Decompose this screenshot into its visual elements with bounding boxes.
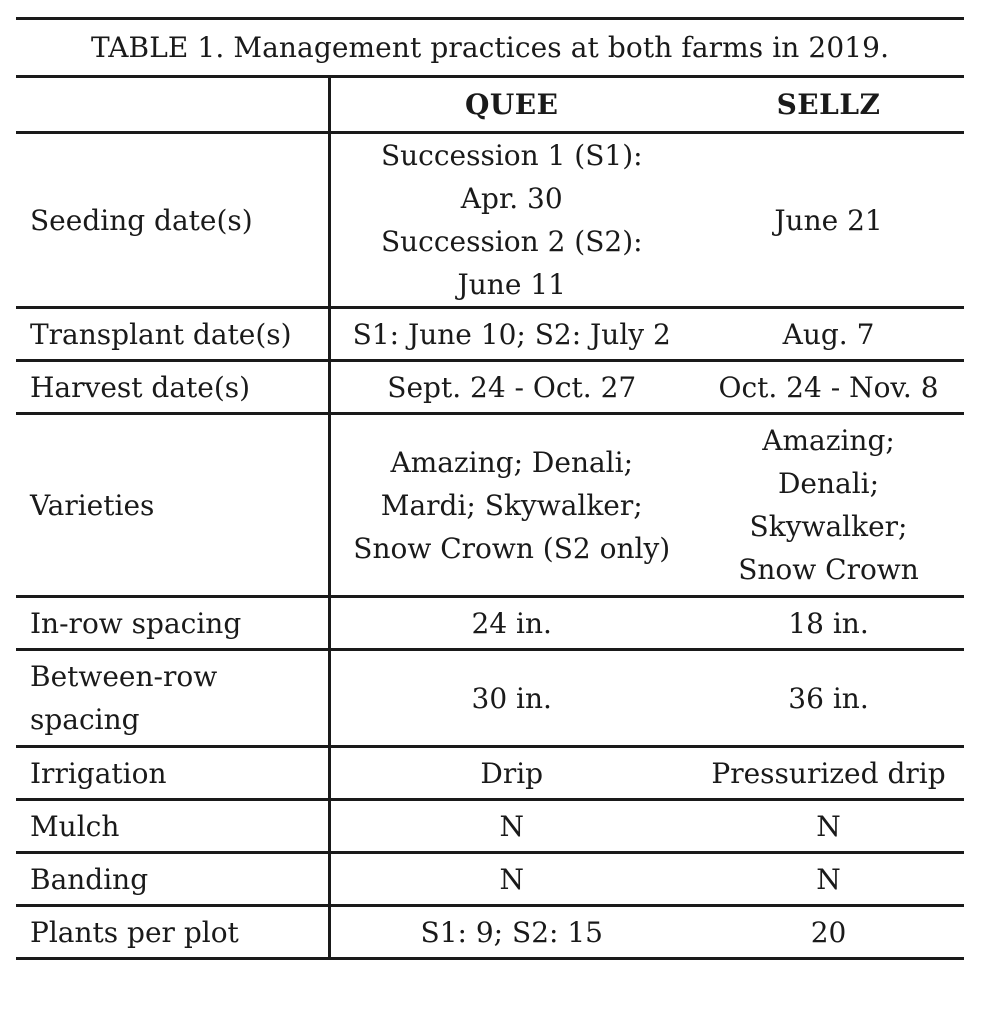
row-label-line: Mulch: [30, 809, 120, 843]
row-label-line: Irrigation: [30, 756, 167, 790]
quee-value-line: N: [499, 809, 524, 843]
row-label-line: Banding: [30, 862, 149, 896]
row-label-line: Seeding date(s): [30, 203, 253, 237]
table-row: [16, 800, 964, 853]
header-label-column: [16, 77, 329, 133]
sellz-value-line: N: [816, 809, 841, 843]
quee-value-line: 30 in.: [471, 681, 552, 715]
caption-row: [16, 19, 964, 77]
table-row: [16, 133, 964, 308]
sellz-value-line: N: [816, 862, 841, 896]
quee-value: [329, 747, 693, 800]
quee-value-line: Succession 2 (S2):: [380, 225, 643, 258]
quee-value-line: Snow Crown (S2 only): [353, 531, 671, 565]
row-label: [16, 414, 329, 597]
quee-value-line: 24 in.: [471, 606, 552, 640]
row-label: [16, 650, 329, 747]
sellz-value-line: Skywalker;: [749, 510, 908, 543]
quee-value: [329, 906, 693, 959]
sellz-value-line: Oct. 24 - Nov. 8: [718, 370, 939, 404]
sellz-value: [693, 133, 964, 308]
sellz-value-line: Pressurized drip: [711, 756, 946, 790]
quee-value-line: Mardi; Skywalker;: [380, 488, 643, 522]
sellz-value-line: 18 in.: [788, 606, 869, 640]
sellz-value-line: 36 in.: [788, 681, 869, 715]
table-row: [16, 906, 964, 959]
sellz-value-line: 20: [810, 915, 847, 949]
table-row: [16, 650, 964, 747]
quee-value-line: Apr. 30: [460, 182, 563, 215]
row-label: [16, 853, 329, 906]
row-label-line: Between-row: [30, 660, 218, 693]
quee-value-line: N: [499, 862, 524, 896]
quee-value-line: S1: 9; S2: 15: [420, 915, 603, 949]
quee-value: [329, 133, 693, 308]
table-row: [16, 414, 964, 597]
sellz-value: [693, 853, 964, 906]
table-caption: TABLE 1. Management practices at both farms in 2019.: [16, 19, 964, 77]
quee-value: [329, 361, 693, 414]
table-row: [16, 308, 964, 361]
row-label: [16, 361, 329, 414]
quee-value: [329, 650, 693, 747]
row-label: [16, 800, 329, 853]
quee-value-line: Drip: [480, 756, 544, 790]
quee-value-line: Succession 1 (S1):: [380, 139, 643, 172]
header-sellz: SELLZ: [693, 77, 964, 133]
table-row: [16, 361, 964, 414]
row-label-line: spacing: [30, 703, 140, 736]
sellz-value: [693, 414, 964, 597]
management-table-container: [16, 17, 964, 960]
quee-value: [329, 800, 693, 853]
header-row: [16, 77, 964, 133]
row-label: [16, 747, 329, 800]
sellz-value: [693, 597, 964, 650]
quee-value-line: June 11: [457, 268, 566, 301]
sellz-value: [693, 361, 964, 414]
quee-value-line: Sept. 24 - Oct. 27: [387, 370, 637, 404]
row-label: [16, 308, 329, 361]
header-quee: QUEE: [329, 77, 693, 133]
sellz-value: [693, 800, 964, 853]
row-label: [16, 133, 329, 308]
quee-value: [329, 597, 693, 650]
row-label: [16, 906, 329, 959]
management-practices-table: [16, 17, 964, 960]
row-label-line: Varieties: [30, 488, 155, 522]
sellz-value-line: Aug. 7: [782, 317, 875, 351]
sellz-value-line: June 21: [774, 203, 883, 237]
table-row: [16, 597, 964, 650]
sellz-value-line: Denali;: [777, 467, 880, 500]
sellz-value: [693, 906, 964, 959]
row-label-line: Transplant date(s): [30, 317, 292, 351]
sellz-value-line: Amazing;: [762, 424, 895, 457]
quee-value: [329, 308, 693, 361]
quee-value-line: Amazing; Denali;: [390, 445, 634, 479]
quee-value: [329, 414, 693, 597]
row-label-line: Plants per plot: [30, 915, 239, 949]
row-label-line: Harvest date(s): [30, 370, 251, 404]
sellz-value-line: Snow Crown: [738, 553, 919, 586]
row-label-line: In-row spacing: [30, 606, 242, 640]
table-row: [16, 747, 964, 800]
row-label: [16, 597, 329, 650]
quee-value: [329, 853, 693, 906]
sellz-value: [693, 747, 964, 800]
sellz-value: [693, 650, 964, 747]
quee-value-line: S1: June 10; S2: July 2: [352, 317, 671, 351]
sellz-value: [693, 308, 964, 361]
table-row: [16, 853, 964, 906]
